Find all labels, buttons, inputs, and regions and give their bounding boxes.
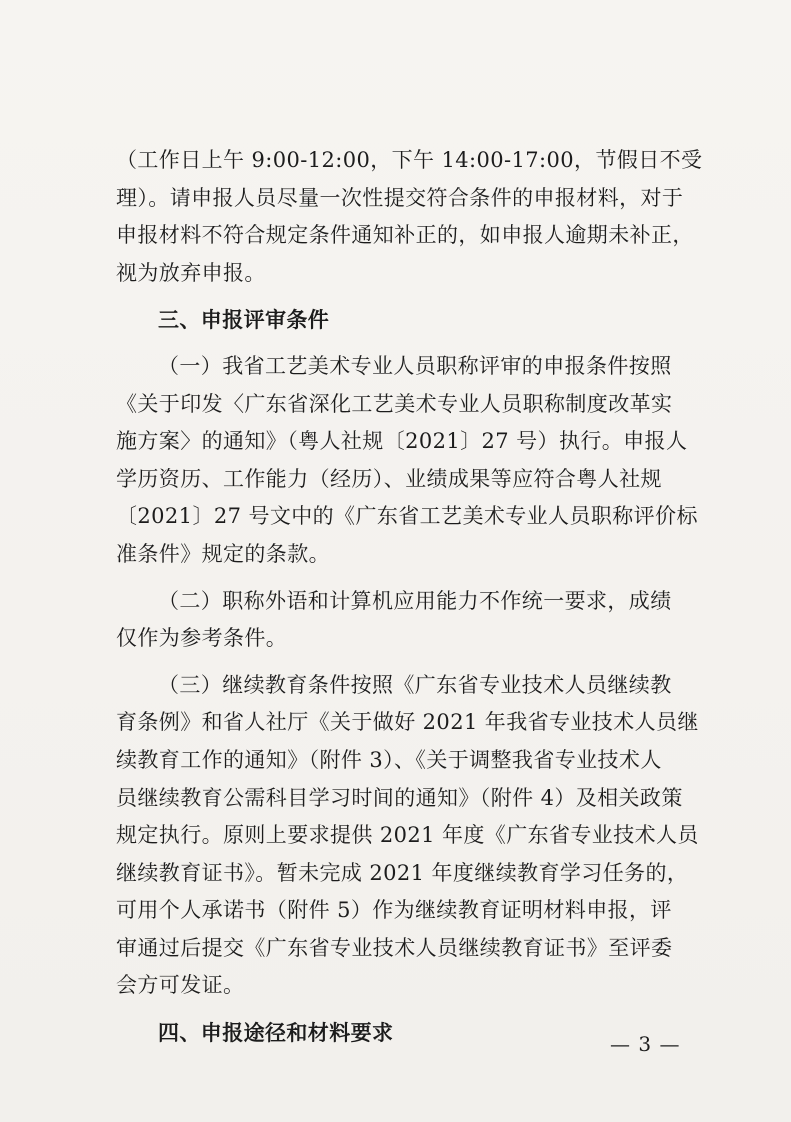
document-body bbox=[116, 142, 704, 1052]
paragraph-line: 《关于印发〈广东省深化工艺美术专业人员职称制度改革实 bbox=[116, 391, 673, 416]
page-number: — 3 — bbox=[610, 1032, 681, 1056]
paragraph-line: 〔2021〕27 号文中的《广东省工艺美术专业人员职称评价标 bbox=[116, 504, 698, 529]
paragraph-line: 学历资历、工作能力（经历）、业绩成果等应符合粤人社规 bbox=[116, 466, 662, 491]
paragraph-line: 准条件》规定的条款。 bbox=[116, 541, 330, 566]
paragraph-line: 续教育工作的通知》（附件 3）、《关于调整我省专业技术人 bbox=[116, 747, 662, 772]
paragraph-line: 规定执行。原则上要求提供 2021 年度《广东省专业技术人员 bbox=[116, 823, 699, 848]
paragraph-line: 员继续教育公需科目学习时间的通知》（附件 4）及相关政策 bbox=[116, 785, 683, 810]
paragraph-line: 会方可发证。 bbox=[116, 973, 245, 998]
paragraph-line: 继续教育证书》。暂未完成 2021 年度继续教育学习任务的， bbox=[116, 860, 689, 885]
paragraph-line: （工作日上午 9:00-12:00，下午 14:00-17:00，节假日不受 bbox=[116, 148, 703, 172]
paragraph-line: （三）继续教育条件按照《广东省专业技术人员继续教 bbox=[158, 672, 672, 697]
paragraph-line: 审通过后提交《广东省专业技术人员继续教育证书》至评委 bbox=[116, 935, 673, 960]
paragraph-line: 仅作为参考条件。 bbox=[116, 626, 288, 651]
section-heading: 三、申报评审条件 bbox=[158, 307, 330, 333]
paragraph-line: 理）。请申报人员尽量一次性提交符合条件的申报材料，对于 bbox=[116, 185, 684, 210]
paragraph-line: 申报材料不符合规定条件通知补正的，如申报人逾期未补正， bbox=[116, 223, 694, 248]
paragraph-line: （一）我省工艺美术专业人员职称评审的申报条件按照 bbox=[158, 353, 672, 378]
paragraph-line: 育条例》和省人社厅《关于做好 2021 年我省专业技术人员继 bbox=[116, 710, 699, 735]
paragraph-line: 可用个人承诺书（附件 5）作为继续教育证明材料申报，评 bbox=[116, 898, 672, 923]
paragraph-line: （二）职称外语和计算机应用能力不作统一要求，成绩 bbox=[158, 588, 672, 613]
paragraph-line: 视为放弃申报。 bbox=[116, 260, 266, 285]
section-heading: 四、申报途径和材料要求 bbox=[158, 1020, 394, 1046]
paragraph-line: 施方案〉的通知》（粤人社规〔2021〕27 号）执行。申报人 bbox=[116, 429, 688, 454]
